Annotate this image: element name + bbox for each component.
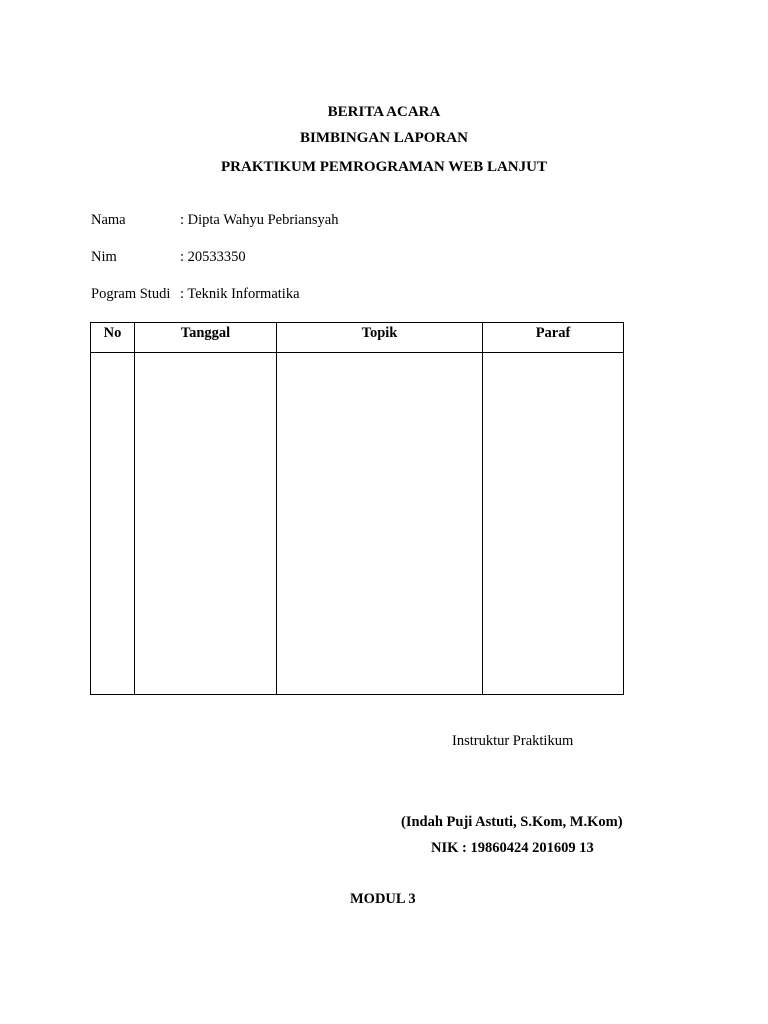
instructor-nik: NIK : 19860424 201609 13 bbox=[431, 840, 594, 856]
module-heading: MODUL 3 bbox=[350, 891, 416, 907]
table-row bbox=[91, 353, 624, 695]
cell-tanggal bbox=[135, 353, 277, 695]
table-header-row bbox=[91, 323, 624, 353]
prodi-label: Pogram Studi bbox=[91, 286, 171, 302]
cell-no bbox=[91, 353, 135, 695]
nim-value: : 20533350 bbox=[180, 249, 246, 265]
instructor-name: (Indah Puji Astuti, S.Kom, M.Kom) bbox=[401, 814, 623, 830]
title-praktikum: PRAKTIKUM PEMROGRAMAN WEB LANJUT bbox=[221, 159, 547, 175]
column-header-no: No bbox=[91, 323, 135, 353]
name-label: Nama bbox=[91, 212, 126, 228]
column-header-topik: Topik bbox=[277, 323, 483, 353]
column-header-tanggal: Tanggal bbox=[135, 323, 277, 353]
name-value: : Dipta Wahyu Pebriansyah bbox=[180, 212, 339, 228]
nim-label: Nim bbox=[91, 249, 117, 265]
guidance-log-table bbox=[90, 322, 624, 695]
instructor-role: Instruktur Praktikum bbox=[452, 733, 574, 749]
column-header-paraf: Paraf bbox=[483, 323, 624, 353]
cell-topik bbox=[277, 353, 483, 695]
cell-paraf bbox=[483, 353, 624, 695]
title-bimbingan-laporan: BIMBINGAN LAPORAN bbox=[300, 130, 468, 146]
prodi-value: : Teknik Informatika bbox=[180, 286, 300, 302]
title-berita-acara: BERITA ACARA bbox=[327, 104, 441, 120]
